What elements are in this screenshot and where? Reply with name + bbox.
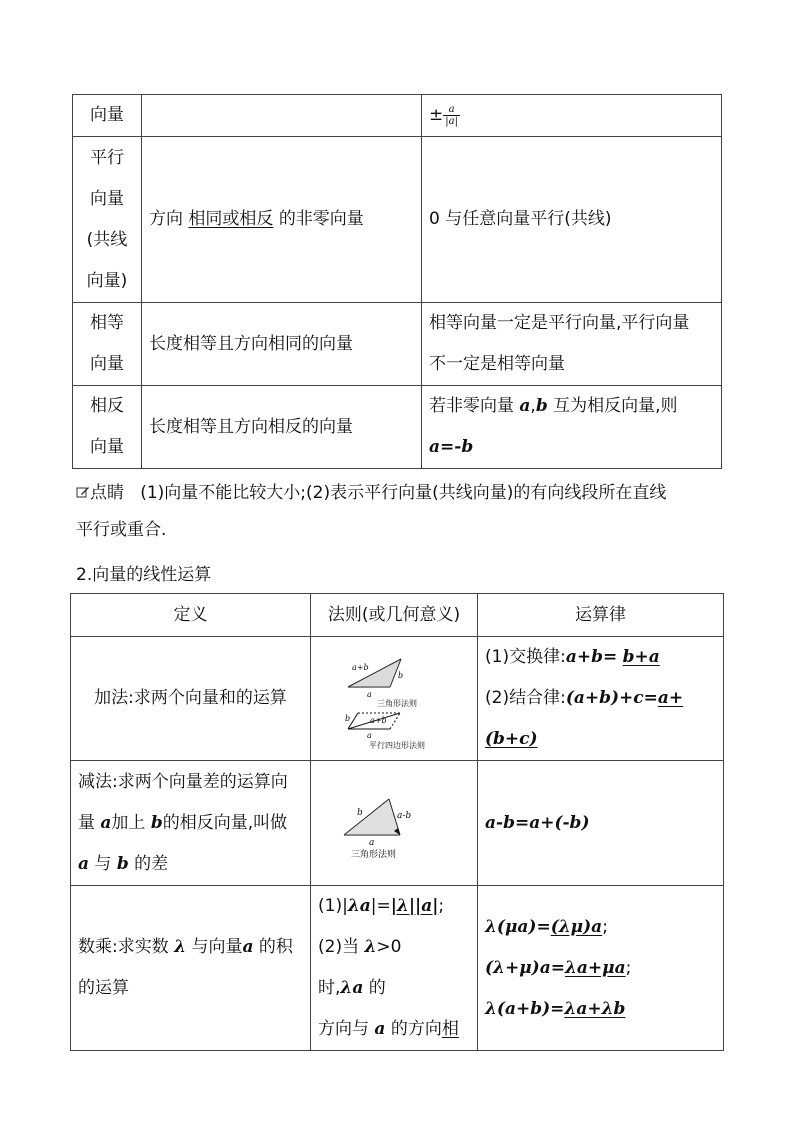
- concept-note: 若非零向量 a,b 互为相反向量,则 a=-b: [422, 386, 722, 469]
- vector-concepts-table: [72, 94, 722, 469]
- svg-text:a+b: a+b: [352, 662, 369, 672]
- column-header: 定义: [71, 594, 311, 637]
- table-row: [73, 386, 722, 469]
- operation-rules: (1)|λa|=|λ||a|; (2)当 λ>0 时,λa 的 方向与 a 的方向相: [311, 886, 478, 1051]
- linear-operations-table: [70, 593, 724, 1051]
- column-header: 法则(或几何意义): [311, 594, 478, 637]
- operation-laws: λ(μa)=(λμ)a; (λ+μ)a=λa+μa; λ(a+b)=λa+λb: [478, 886, 724, 1051]
- fill-blank-answer: 相: [441, 1019, 459, 1039]
- tip-paragraph-cont: 平行或重合.: [76, 520, 167, 540]
- svg-text:b: b: [398, 670, 404, 680]
- table-header-row: [71, 594, 724, 637]
- table-row: [73, 303, 722, 386]
- concept-definition: 长度相等且方向相同的向量: [142, 303, 422, 386]
- svg-text:三角形法则: 三角形法则: [351, 850, 397, 860]
- column-header: 运算律: [478, 594, 724, 637]
- svg-text:a: a: [367, 730, 372, 740]
- subtraction-diagram: [334, 783, 454, 863]
- concept-definition: 长度相等且方向相反的向量: [142, 386, 422, 469]
- concept-note: 相等向量一定是平行向量,平行向量 不一定是相等向量: [422, 303, 722, 386]
- svg-text:平行四边形法则: 平行四边形法则: [369, 740, 425, 750]
- operation-definition: 加法:求两个向量和的运算: [71, 637, 311, 761]
- pencil-icon: [76, 485, 90, 499]
- svg-text:a-b: a-b: [397, 811, 412, 821]
- concept-name: 平行 向量 (共线 向量): [73, 137, 142, 303]
- fill-blank-answer: |λ||a|: [390, 896, 439, 916]
- svg-text:b: b: [357, 808, 363, 818]
- table-row: [71, 637, 724, 761]
- concept-name: 相等 向量: [73, 303, 142, 386]
- table-row: [71, 886, 724, 1051]
- unit-vector-fraction: $\frac{a}{|a|}$: [445, 103, 458, 127]
- table-row: [73, 95, 722, 137]
- fill-blank-answer: b+a: [622, 647, 660, 667]
- svg-text:a+b: a+b: [370, 715, 387, 725]
- concept-note: ± $\frac{a}{|a|}$: [422, 95, 722, 137]
- concept-definition: [142, 95, 422, 137]
- svg-text:a: a: [367, 689, 372, 699]
- addition-diagram: [334, 645, 454, 753]
- table-row: [71, 761, 724, 886]
- fill-blank-answer: λa+λb: [564, 998, 626, 1019]
- operation-figure: [311, 761, 478, 886]
- operation-laws: (1)交换律:a+b= b+a (2)结合律:(a+b)+c=a+(b+c): [478, 637, 724, 761]
- fill-blank-answer: λa+μa: [564, 957, 626, 978]
- operation-laws: a-b=a+(-b): [478, 761, 724, 886]
- concept-note: 0 与任意向量平行(共线): [422, 137, 722, 303]
- section-title: 2.向量的线性运算: [76, 565, 212, 585]
- fill-blank-answer: 相同或相反: [188, 209, 274, 229]
- operation-definition: 数乘:求实数 λ 与向量a 的积 的运算: [71, 886, 311, 1051]
- operation-figure: [311, 637, 478, 761]
- operation-definition: 减法:求两个向量差的运算向 量 a加上 b的相反向量,叫做 a 与 b 的差: [71, 761, 311, 886]
- tip-paragraph: 点睛 (1)向量不能比较大小;(2)表示平行向量(共线向量)的有向线段所在直线: [76, 477, 726, 510]
- svg-text:b: b: [345, 713, 351, 723]
- fill-blank-answer: (λμ)a: [550, 916, 603, 937]
- svg-text:三角形法则: 三角形法则: [377, 698, 417, 708]
- concept-name: 向量: [73, 95, 142, 137]
- table-row: [73, 137, 722, 303]
- concept-definition: 方向 相同或相反 的非零向量: [142, 137, 422, 303]
- concept-name: 相反 向量: [73, 386, 142, 469]
- svg-text:a: a: [369, 838, 375, 848]
- fill-blank-answer: a+(b+c): [485, 688, 684, 749]
